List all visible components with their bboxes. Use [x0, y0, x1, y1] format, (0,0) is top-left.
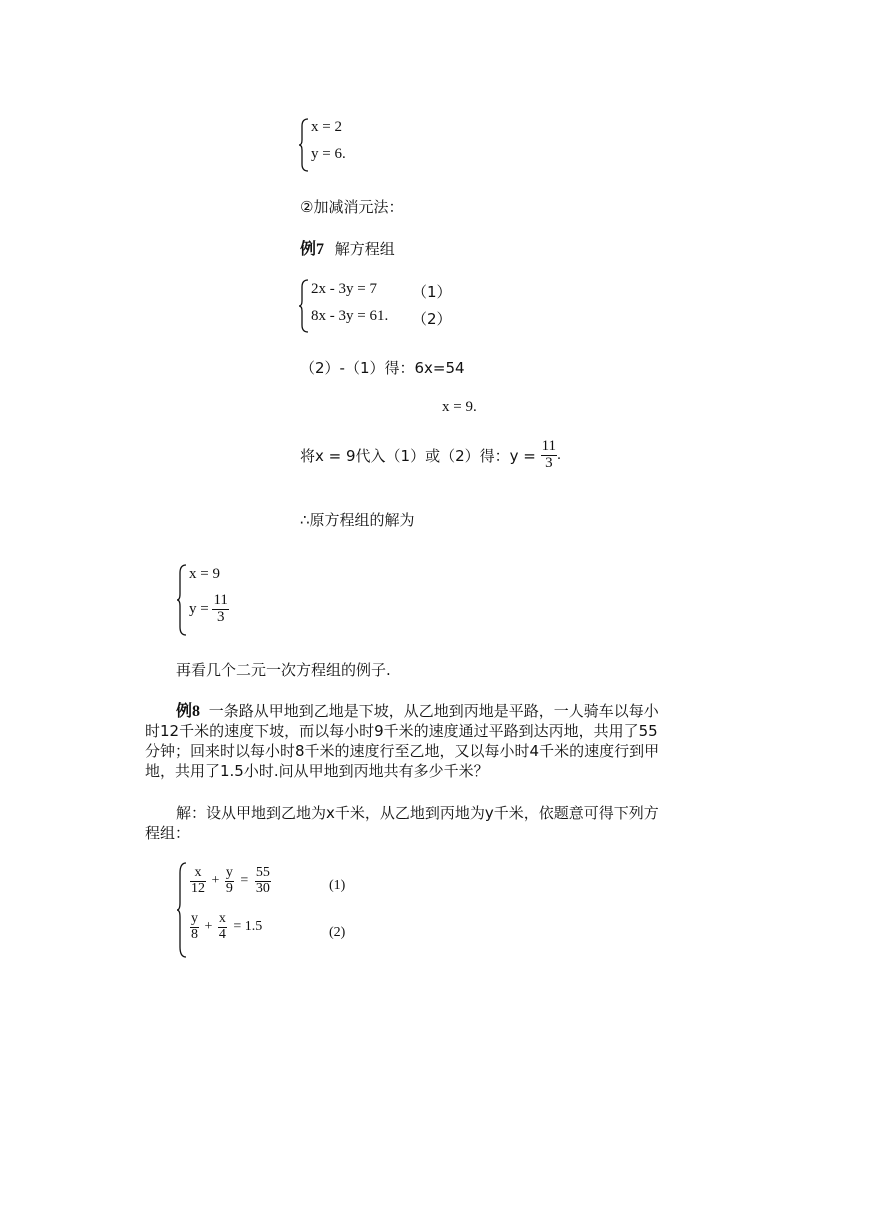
- example8-text: 一条路从甲地到乙地是下坡，从乙地到丙地是平路，一人骑车以每小: [208, 702, 659, 720]
- example8-label: 例8: [176, 703, 201, 720]
- step-substitute: [300, 439, 561, 472]
- left-brace-icon: [298, 118, 310, 172]
- example8-line2: 时12千米的速度下坡，而以每小时9千米的速度通过平路到达丙地，共用了55: [145, 722, 658, 740]
- fraction-numerator: 55: [255, 865, 270, 880]
- plus-operator: +: [211, 873, 220, 889]
- fraction-denominator: 3: [216, 608, 225, 625]
- sys3-eq1-tag: (1): [329, 878, 346, 893]
- fraction-denominator: 3: [545, 454, 553, 471]
- left-brace-icon: [298, 279, 310, 333]
- sys3-eq1: [190, 866, 271, 896]
- example8-line3: 分钟；回来时以每小时8千米的速度行至乙地，又以每小时4千米的速度行到甲: [145, 742, 660, 760]
- example7-heading: [300, 236, 395, 259]
- fraction-denominator: 4: [218, 926, 226, 942]
- fraction-denominator: 8: [191, 926, 198, 942]
- fraction: [225, 866, 234, 896]
- sys3-eq2: [190, 912, 262, 942]
- solution-eq2-lhs: y =: [189, 600, 209, 617]
- fraction-numerator: x: [218, 911, 226, 926]
- fraction: [255, 866, 271, 896]
- sys3-eq2-tag: (2): [329, 925, 346, 940]
- left-brace-icon: [176, 862, 188, 958]
- step-x-value: x = 9.: [442, 399, 477, 415]
- fraction-numerator: 11: [213, 592, 228, 608]
- example8-line1: [176, 701, 659, 722]
- sys2-eq2: 8x - 3y = 61.: [311, 308, 389, 324]
- therefore-line: ∴原方程组的解为: [300, 511, 415, 529]
- fraction: [218, 912, 227, 942]
- solution-eq1: x = 9: [189, 566, 220, 582]
- sys2-eq2-tag: （2）: [412, 310, 452, 328]
- fraction: [190, 866, 206, 896]
- fraction: [212, 593, 228, 626]
- fraction: [190, 912, 199, 942]
- step-subtract: （2）-（1）得：6x=54: [300, 359, 465, 377]
- example7-label: 例7: [300, 241, 325, 258]
- substitute-text: 将x = 9代入（1）或（2）得：y =: [300, 446, 536, 465]
- left-brace-icon: [176, 564, 188, 636]
- example7-title: 解方程组: [334, 240, 395, 258]
- fraction: [541, 439, 557, 472]
- sys2-eq1-tag: （1）: [412, 283, 452, 301]
- sys1-eq2: y = 6.: [311, 146, 346, 162]
- fraction-numerator: y: [225, 865, 233, 880]
- fraction-denominator: 12: [191, 880, 205, 896]
- plus-operator: +: [204, 919, 213, 935]
- fraction-denominator: 9: [225, 880, 233, 896]
- example8-line4: 地，共用了1.5小时.问从甲地到丙地共有多少千米？: [145, 762, 489, 780]
- equals-operator: =: [240, 873, 249, 889]
- sys1-eq1: x = 2: [311, 119, 342, 135]
- fraction-numerator: 11: [541, 438, 557, 454]
- fraction-numerator: y: [191, 911, 198, 926]
- more-examples-line: 再看几个二元一次方程组的例子.: [176, 661, 391, 679]
- solution-text-line1: 解：设从甲地到乙地为x千米，从乙地到丙地为y千米，依题意可得下列方: [176, 804, 659, 822]
- method-heading: ②加减消元法：: [300, 198, 404, 216]
- substitute-suffix: .: [557, 446, 561, 463]
- fraction-numerator: x: [190, 866, 206, 882]
- fraction-denominator: 30: [255, 880, 270, 896]
- equals-value: = 1.5: [233, 919, 263, 935]
- sys2-eq1: 2x - 3y = 7: [311, 281, 377, 297]
- solution-text-line2: 程组：: [145, 824, 191, 842]
- solution-eq2: [189, 593, 229, 626]
